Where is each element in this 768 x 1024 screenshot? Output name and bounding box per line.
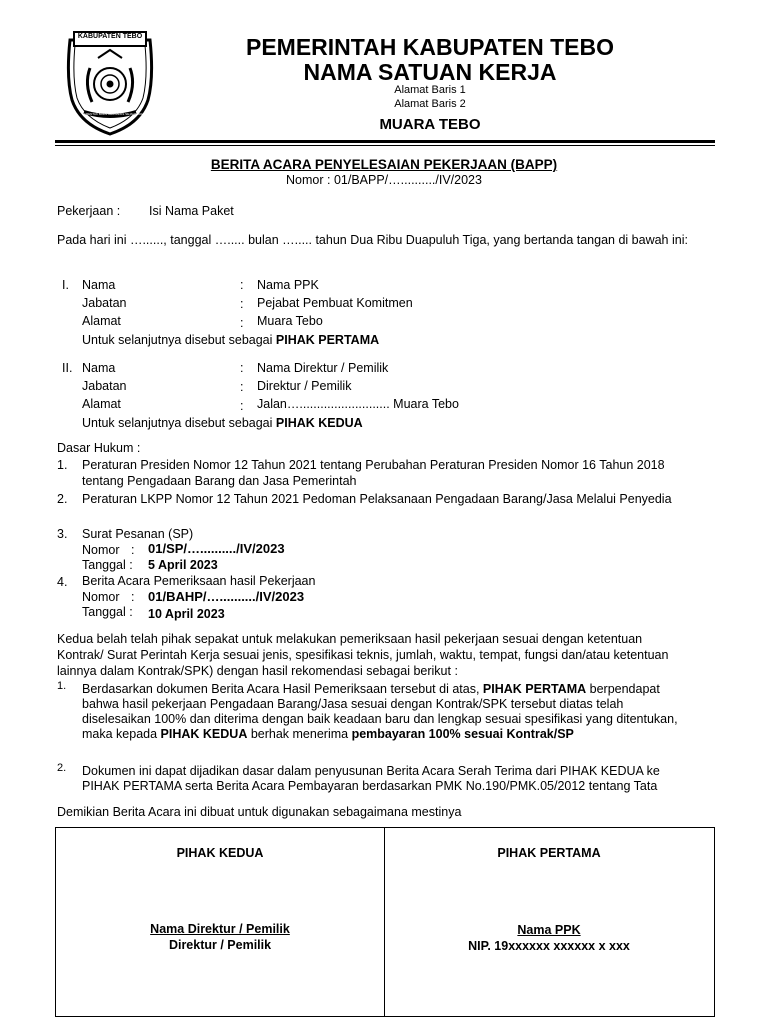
emblem-svg (60, 28, 160, 138)
legal-item-3-nomor-value: 01/SP/…........../IV/2023 (148, 541, 285, 556)
legal-item-1-number: 1. (57, 458, 68, 472)
intro-paragraph: Pada hari ini …......, tanggal …..... bulan …..... tahun Dua Ribu Duapuluh Tiga, yang bertanda tangan di bawah ini: (57, 233, 688, 247)
legal-item-4-nomor-value: 01/BAHP/…........../IV/2023 (148, 589, 305, 604)
party-2-designation-role: PIHAK KEDUA (275, 416, 363, 430)
party-2-name-value: Nama Direktur / Pemilik (257, 361, 389, 375)
party-1-designation-prefix: Untuk selanjutnya disebut sebagai (82, 333, 276, 347)
result-2-line-2: PIHAK PERTAMA serta Berita Acara Pembayaran berdasarkan PMK No.190/PMK.05/2012 tentang Tata (82, 779, 658, 793)
result-1-party-second: PIHAK KEDUA (160, 727, 248, 741)
legal-item-2-number: 2. (57, 492, 68, 506)
header-address-1: Alamat Baris 1 (394, 84, 466, 96)
legal-item-1-line-2: tentang Pengadaan Barang dan Jasa Pemerintah (82, 474, 357, 488)
result-1-number: 1. (57, 680, 67, 692)
result-1-line-2: bahwa hasil pekerjaan Pengadaan Barang/Jasa sesuai dengan Kontrak/SPK tersebut diatas telah (82, 697, 624, 711)
closing-statement: Demikian Berita Acara ini dibuat untuk digunakan sebagaimana mestinya (57, 805, 462, 819)
party-1-address-value: Muara Tebo (257, 314, 323, 328)
legal-item-3-date-label: Tanggal : (82, 558, 133, 572)
legal-item-3-nomor-label: Nomor (82, 543, 120, 557)
result-1-line-4-mid: berhak menerima (247, 727, 352, 741)
party-1-number: I. (62, 278, 69, 292)
result-1-line-4-pre: maka kepada (82, 727, 161, 741)
agreement-line-2: Kontrak/ Surat Perintah Kerja sesuai jenis, spesifikasi teknis, jumlah, waktu, tempat, fungsi dan/atau ketentuan (57, 648, 669, 662)
legal-item-4-date-value: 10 April 2023 (148, 607, 225, 621)
result-1-line-1 (82, 682, 660, 696)
party-2-address-colon: : (240, 399, 244, 413)
signature-right-name: Nama PPK (517, 923, 581, 937)
legal-item-1-line-1: Peraturan Presiden Nomor 12 Tahun 2021 tentang Perubahan Peraturan Presiden Nomor 16 Tahun 2018 (82, 458, 665, 472)
header-divider-thick (55, 140, 715, 143)
legal-item-3-number: 3. (57, 527, 68, 541)
signature-left-title: Direktur / Pemilik (168, 938, 272, 952)
agreement-line-3: lainnya dalam Kontrak/SPK) dengan hasil rekomendasi sebagai berikut : (57, 664, 458, 678)
party-1-name-label: Nama (82, 278, 116, 292)
header-unit-name: NAMA SATUAN KERJA (303, 59, 557, 85)
signature-left-heading: PIHAK KEDUA (176, 846, 264, 860)
party-2-address-value: Jalan….......................... Muara Tebo (257, 397, 459, 411)
result-1-payment-terms: pembayaran 100% sesuai Kontrak/SP (351, 727, 574, 741)
legal-item-4-nomor-label: Nomor (82, 590, 120, 604)
document-title: BERITA ACARA PENYELESAIAN PEKERJAAN (BAPP) (210, 157, 558, 172)
party-1-address-label: Alamat (82, 314, 121, 328)
legal-item-4-number: 4. (57, 575, 68, 589)
legal-item-4-title: Berita Acara Pemeriksaan hasil Pekerjaan (82, 574, 316, 588)
party-1-position-colon: : (240, 297, 244, 311)
legal-item-3-nomor-colon: : (131, 543, 135, 557)
party-2-position-colon: : (240, 380, 244, 394)
regency-emblem-logo (60, 28, 160, 138)
emblem-banner-text: KABUPATEN TEBO (77, 33, 143, 40)
party-2-designation-prefix: Untuk selanjutnya disebut sebagai (82, 416, 276, 430)
result-1-line-4 (82, 727, 574, 741)
party-1-name-colon: : (240, 278, 244, 292)
party-2-designation (82, 416, 363, 430)
header-divider-thin (55, 145, 715, 146)
signature-right-heading: PIHAK PERTAMA (497, 846, 601, 860)
party-1-position-value: Pejabat Pembuat Komitmen (257, 296, 413, 310)
party-1-designation (82, 333, 379, 347)
result-2-line-1: Dokumen ini dapat dijadikan dasar dalam penyusunan Berita Acara Serah Terima dari PIHAK KEDUA ke (82, 764, 660, 778)
result-1-line-1-pre: Berdasarkan dokumen Berita Acara Hasil Pemeriksaan tersebut di atas, (82, 682, 483, 696)
result-1-line-3: diselesaikan 100% dan diterima dengan baik keadaan baru dan lengkap sesuai spesifikasi yang ditentukan, (82, 712, 678, 726)
party-2-address-label: Alamat (82, 397, 121, 411)
legal-item-2-line-1: Peraturan LKPP Nomor 12 Tahun 2021 Pedoman Pelaksanaan Pengadaan Barang/Jasa Melalui Penyedia (82, 492, 672, 506)
emblem-motto-text: SERENTAK BALAI BERNAPAS SEJAHTERA (82, 112, 143, 116)
result-1-party-first: PIHAK PERTAMA (482, 682, 587, 696)
document-number: Nomor : 01/BAPP/…........../IV/2023 (286, 173, 482, 187)
party-2-name-label: Nama (82, 361, 116, 375)
legal-item-3-title: Surat Pesanan (SP) (82, 527, 194, 541)
header-city: MUARA TEBO (379, 116, 481, 133)
party-2-name-colon: : (240, 361, 244, 375)
header-address-2: Alamat Baris 2 (394, 98, 466, 110)
result-2-number: 2. (57, 762, 67, 774)
party-2-position-label: Jabatan (82, 379, 127, 393)
party-1-name-value: Nama PPK (257, 278, 319, 292)
signature-left-name: Nama Direktur / Pemilik (150, 922, 290, 936)
party-2-position-value: Direktur / Pemilik (257, 379, 352, 393)
legal-item-4-nomor-colon: : (131, 590, 135, 604)
party-2-number: II. (62, 361, 73, 375)
party-1-position-label: Jabatan (82, 296, 127, 310)
legal-item-4-date-label: Tanggal : (82, 605, 133, 619)
party-1-address-colon: : (240, 316, 244, 330)
legal-basis-heading: Dasar Hukum : (57, 441, 141, 455)
result-1-line-1-post: berpendapat (586, 682, 660, 696)
legal-item-3-date-value: 5 April 2023 (148, 558, 218, 572)
header-government-name: PEMERINTAH KABUPATEN TEBO (246, 34, 614, 60)
signature-right-nip: NIP. 19xxxxxx xxxxxx x xxx (468, 939, 630, 953)
job-value: Isi Nama Paket (149, 204, 234, 218)
job-label: Pekerjaan : (57, 204, 121, 218)
agreement-line-1: Kedua belah telah pihak sepakat untuk melakukan pemeriksaan hasil pekerjaan sesuai dengan ketentuan (57, 632, 643, 646)
party-1-designation-role: PIHAK PERTAMA (275, 333, 380, 347)
